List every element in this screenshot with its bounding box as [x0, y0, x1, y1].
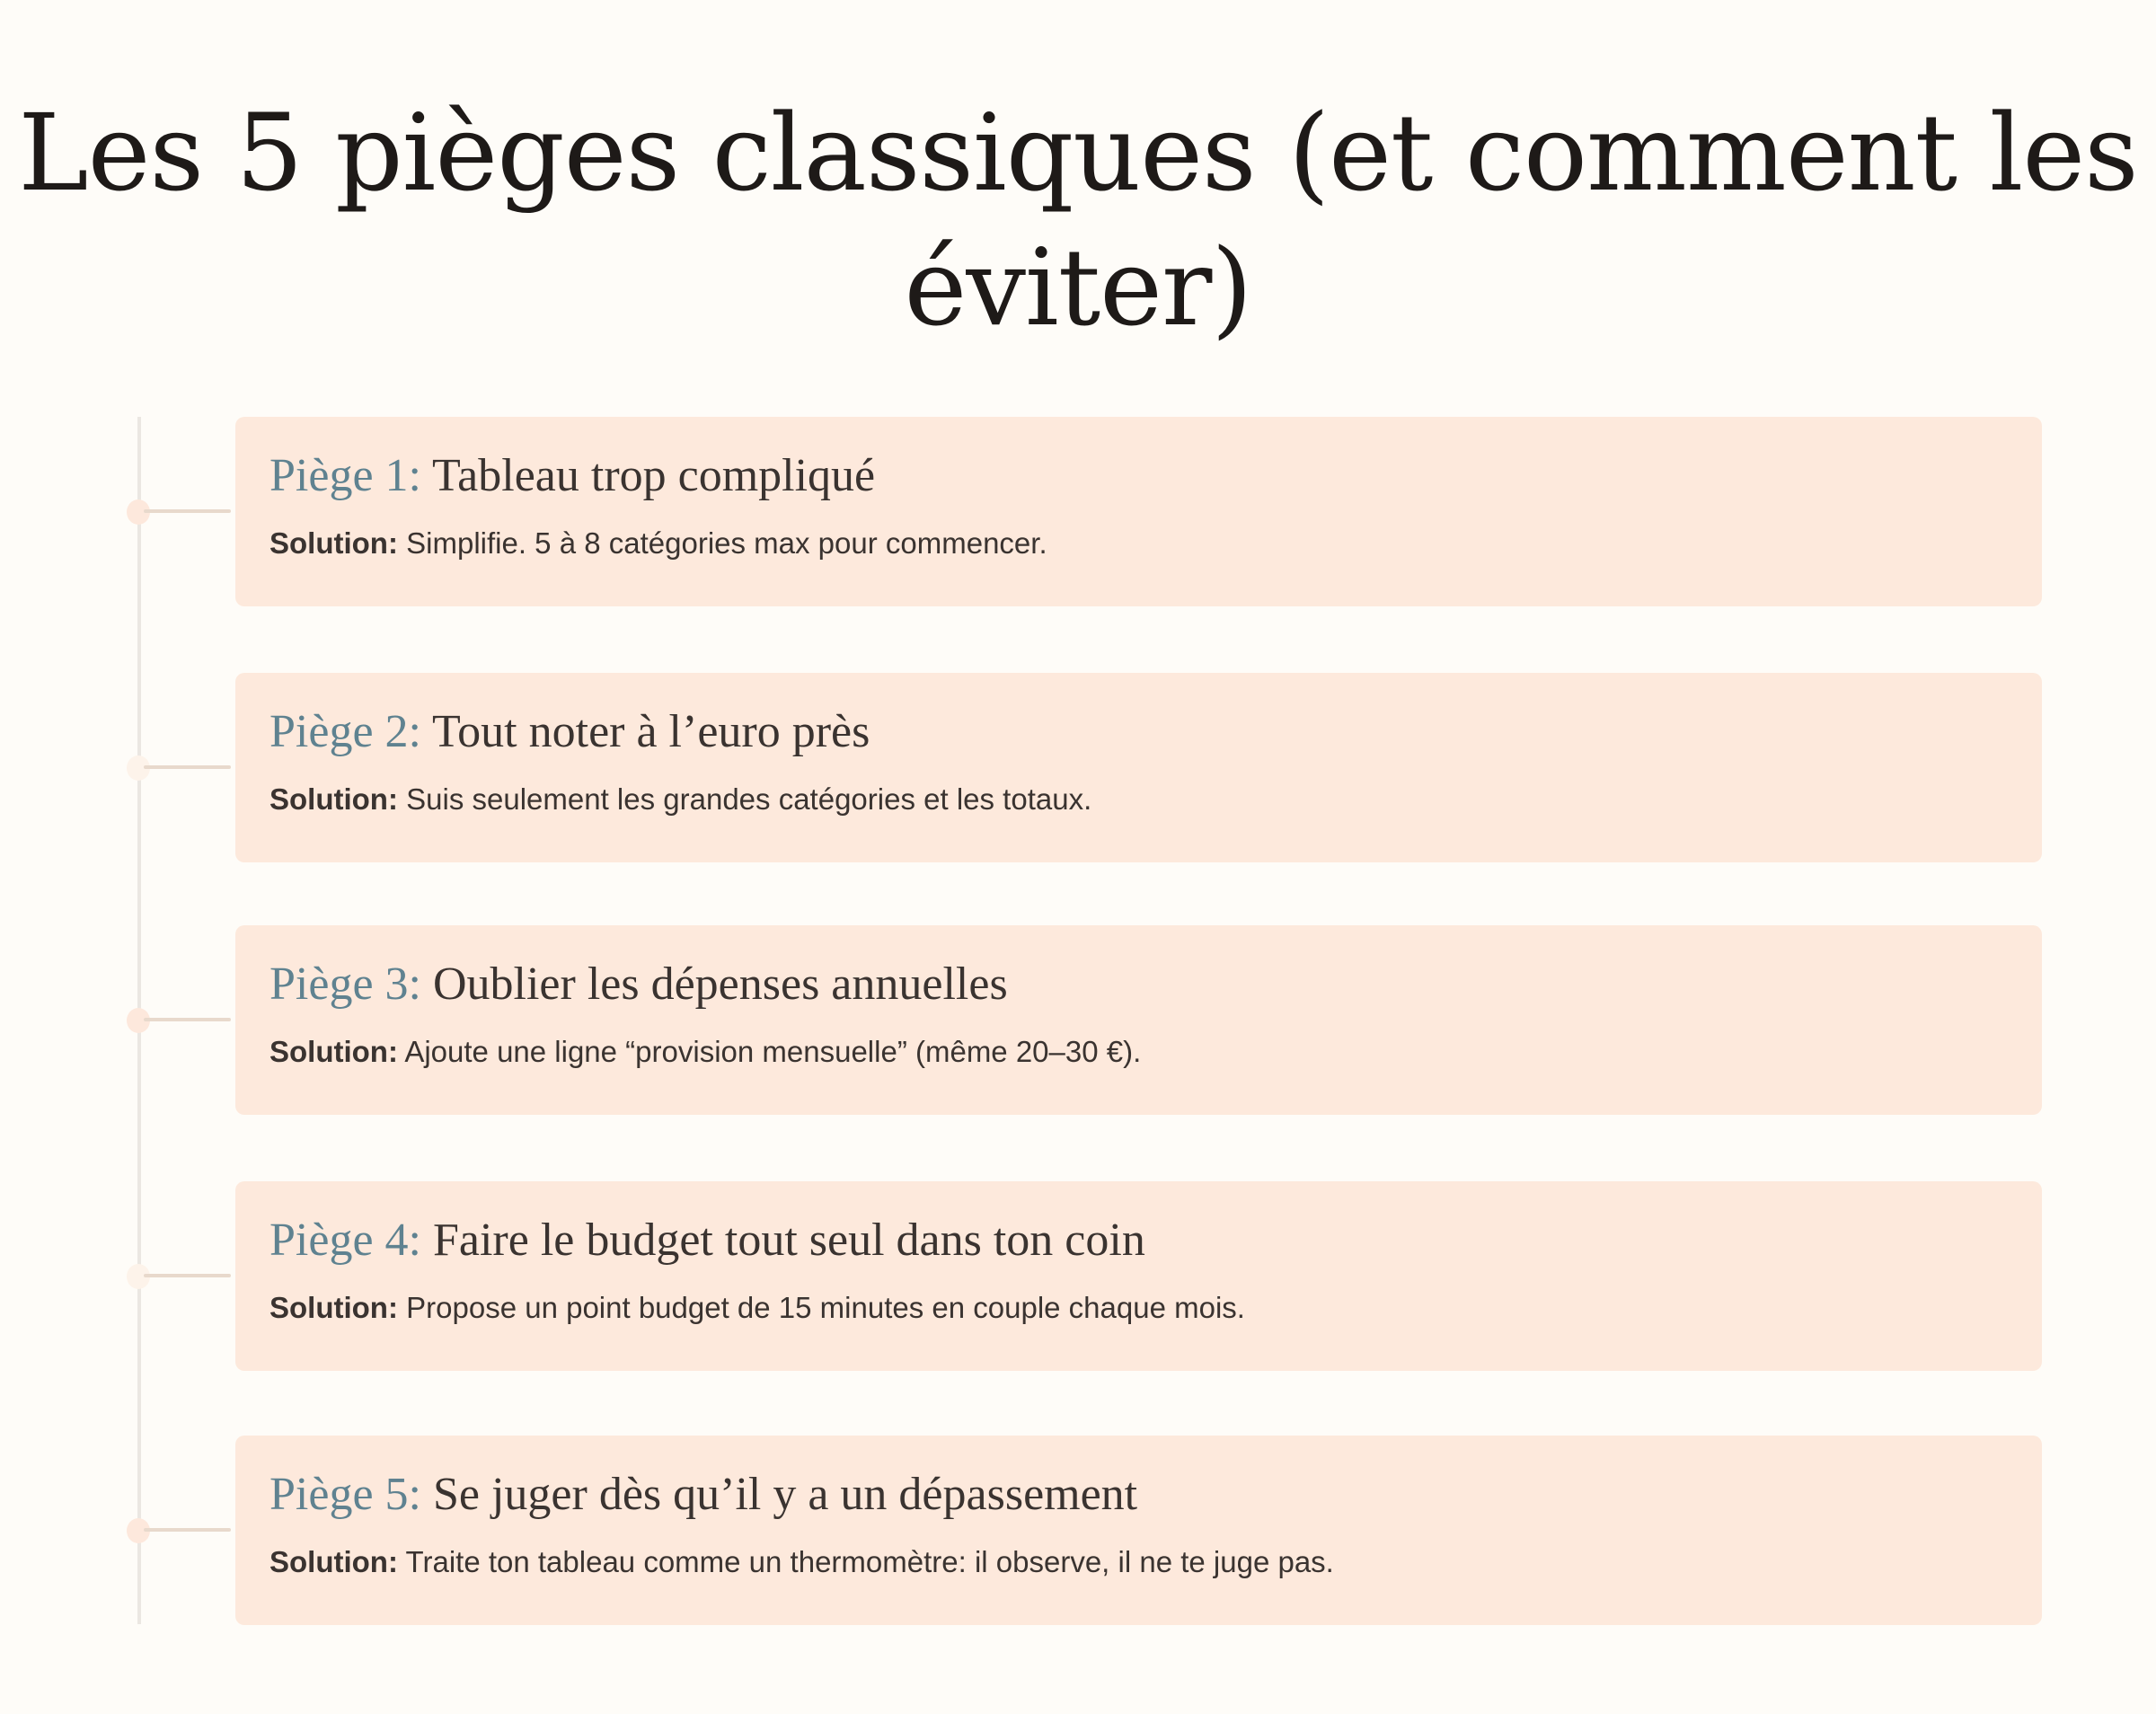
- solution-label: Solution:: [270, 1545, 398, 1578]
- trap-solution: [270, 1035, 1141, 1069]
- trap-card: [235, 1436, 2042, 1625]
- trap-item: [0, 417, 2156, 606]
- trap-title: Se juger dès qu’il y a un dépassement: [432, 1469, 1138, 1520]
- solution-label: Solution:: [270, 1291, 398, 1324]
- solution-label: Solution:: [270, 526, 398, 560]
- trap-heading: [270, 449, 875, 502]
- trap-title: Tableau trop compliqué: [432, 450, 876, 501]
- solution-text: Ajoute une ligne “provision mensuelle” (même 20–30 €).: [404, 1035, 1142, 1068]
- timeline-connector: [144, 1018, 231, 1021]
- trap-solution: [270, 782, 1091, 817]
- trap-item: [0, 1181, 2156, 1371]
- timeline-connector: [144, 1528, 231, 1532]
- trap-label: Piège 2:: [270, 706, 421, 757]
- solution-text: Suis seulement les grandes catégories et les totaux.: [406, 782, 1092, 816]
- solution-text: Propose un point budget de 15 minutes en couple chaque mois.: [406, 1291, 1245, 1324]
- solution-text: Simplifie. 5 à 8 catégories max pour commencer.: [406, 526, 1047, 560]
- trap-label: Piège 4:: [270, 1215, 421, 1266]
- trap-title: Oublier les dépenses annuelles: [432, 959, 1008, 1010]
- solution-label: Solution:: [270, 1035, 398, 1068]
- trap-title: Faire le budget tout seul dans ton coin: [432, 1215, 1145, 1266]
- trap-card: [235, 1181, 2042, 1371]
- trap-item: [0, 1436, 2156, 1625]
- trap-solution: [270, 526, 1047, 561]
- trap-heading: [270, 1214, 1145, 1267]
- trap-item: [0, 925, 2156, 1115]
- trap-card: [235, 417, 2042, 606]
- trap-card: [235, 673, 2042, 862]
- trap-heading: [270, 958, 1008, 1011]
- trap-title: Tout noter à l’euro près: [432, 706, 870, 757]
- trap-label: Piège 1:: [270, 450, 421, 501]
- trap-solution: [270, 1545, 1334, 1579]
- trap-solution: [270, 1291, 1245, 1325]
- trap-label: Piège 3:: [270, 959, 421, 1010]
- trap-heading: [270, 705, 870, 758]
- trap-heading: [270, 1468, 1137, 1521]
- page-title: Les 5 pièges classiques (et comment les éviter): [18, 91, 2138, 349]
- timeline-connector: [144, 765, 231, 769]
- trap-label: Piège 5:: [270, 1469, 421, 1520]
- timeline-connector: [144, 509, 231, 513]
- trap-card: [235, 925, 2042, 1115]
- solution-label: Solution:: [270, 782, 398, 816]
- trap-item: [0, 673, 2156, 862]
- solution-text: Traite ton tableau comme un thermomètre: il observe, il ne te juge pas.: [405, 1545, 1334, 1578]
- timeline-connector: [144, 1274, 231, 1277]
